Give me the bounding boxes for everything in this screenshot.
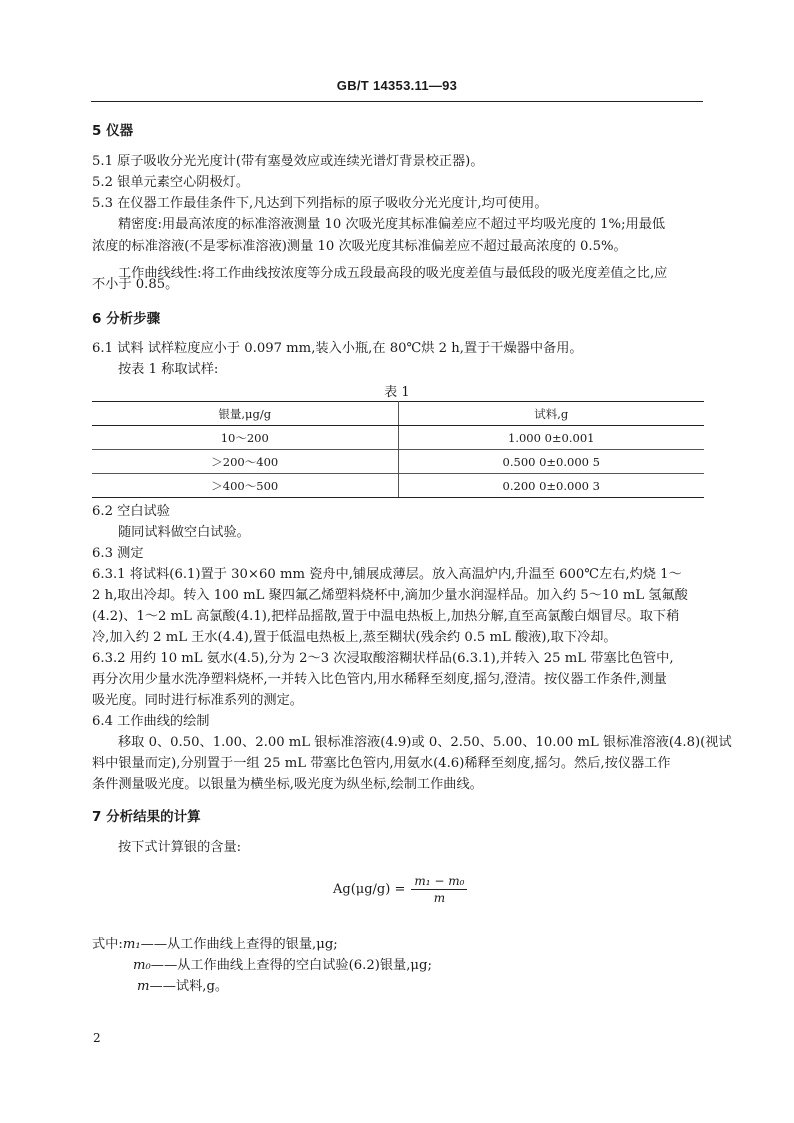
item-5-3: 5.3 在仪器工作最佳条件下,凡达到下列指标的原子吸收分光光度计,均可使用。 (92, 196, 548, 211)
formula-lhs: Ag(μg/g) = (333, 882, 406, 897)
def-symbol: m₁ (122, 937, 141, 952)
table-cell: 10～200 (92, 426, 398, 450)
formula-numerator: m₁ − m₀ (411, 874, 467, 890)
table-header-silver: 银量,μg/g (92, 402, 398, 426)
section-5-heading: 5 仪器 (92, 123, 134, 139)
table-row (92, 474, 704, 498)
table-cell: 0.500 0±0.000 5 (398, 450, 704, 474)
table-cell: 1.000 0±0.001 (398, 426, 704, 450)
table-row (92, 450, 704, 474)
formula-intro: 按下式计算银的含量: (118, 840, 242, 855)
formula-fraction (411, 874, 467, 905)
where-label: 式中: (92, 937, 123, 952)
page-number: 2 (93, 1031, 101, 1045)
item-6-1-note: 按表 1 称取试样: (118, 362, 219, 377)
item-6-2: 6.2 空白试验 (92, 504, 170, 519)
item-6-3-2-line-3: 吸光度。同时进行标准系列的测定。 (92, 693, 303, 708)
def-text: ——从工作曲线上查得的空白试验(6.2)银量,μg; (150, 958, 432, 973)
table-cell: 0.200 0±0.000 3 (398, 474, 704, 498)
formula-denominator: m (433, 891, 446, 905)
where-definitions (92, 936, 338, 954)
item-6-2-text: 随同试料做空白试验。 (118, 525, 250, 540)
table-cell: ＞200～400 (92, 450, 398, 474)
header-rule (91, 101, 703, 102)
standard-number-header: GB/T 14353.11—93 (336, 78, 458, 93)
table-row (92, 426, 704, 450)
def-symbol: m₀ (133, 958, 151, 973)
def-symbol: m (137, 979, 150, 994)
precision-line-2: 浓度的标准溶液(不是零标准溶液)测量 10 次吸光度其标准偏差应不超过最高浓度的 0.5%。 (92, 239, 627, 254)
definition-line (137, 978, 228, 996)
table-header-sample: 试料,g (398, 402, 704, 426)
silver-content-formula (333, 874, 467, 905)
def-text: ——试料,g。 (149, 979, 229, 994)
item-6-3: 6.3 测定 (92, 546, 144, 561)
linearity-line-2: 不小于 0.85。 (92, 277, 179, 292)
item-6-4: 6.4 工作曲线的绘制 (92, 714, 210, 729)
precision-line-1: 精密度:用最高浓度的标准溶液测量 10 次吸光度其标准偏差应不超过平均吸光度的 1%;用最低 (118, 217, 666, 232)
definition-line (133, 957, 432, 975)
item-6-3-2-line-1: 6.3.2 用约 10 mL 氨水(4.5),分为 2～3 次浸取酸溶糊状样品(6.3.1),并转入 25 mL 带塞比色管中, (92, 651, 674, 666)
item-6-3-1-line-2: 2 h,取出冷却。转入 100 mL 聚四氟乙烯塑料烧杯中,滴加少量水润湿样品。加入约 5～10 mL 氢氟酸 (92, 588, 688, 603)
item-6-1: 6.1 试料 试样粒度应小于 0.097 mm,装入小瓶,在 80℃烘 2 h,置于干燥器中备用。 (92, 341, 583, 356)
linearity-line-1: 工作曲线线性:将工作曲线按浓度等分成五段最高段的吸光度差值与最低段的吸光度差值之比,应 (118, 266, 668, 281)
section-6-heading: 6 分析步骤 (92, 311, 161, 327)
item-5-2: 5.2 银单元素空心阴极灯。 (92, 175, 250, 190)
item-6-4-line-3: 条件测量吸光度。以银量为横坐标,吸光度为纵坐标,绘制工作曲线。 (92, 777, 483, 792)
sample-weight-table (92, 401, 704, 498)
item-5-1: 5.1 原子吸收分光光度计(带有塞曼效应或连续光谱灯背景校正器)。 (92, 154, 484, 169)
table-cell: ＞400～500 (92, 474, 398, 498)
item-6-3-2-line-2: 再分次用少量水洗净塑料烧杯,一并转入比色管内,用水稀释至刻度,摇匀,澄清。按仪器工作条件,测量 (92, 672, 667, 687)
section-7-heading: 7 分析结果的计算 (92, 809, 201, 825)
def-text: ——从工作曲线上查得的银量,μg; (140, 937, 338, 952)
item-6-3-1-line-4: 冷,加入约 2 mL 王水(4.4),置于低温电热板上,蒸至糊状(残余约 0.5 mL 酸液),取下冷却。 (92, 630, 617, 645)
item-6-3-1-line-1: 6.3.1 将试料(6.1)置于 30×60 mm 瓷舟中,铺展成薄层。放入高温炉内,升温至 600℃左右,灼烧 1～ (92, 567, 682, 582)
table-caption: 表 1 (384, 385, 410, 400)
item-6-3-1-line-3: (4.2)、1～2 mL 高氯酸(4.1),把样品摇散,置于中温电热板上,加热分解,直至高氯酸白烟冒尽。取下稍 (92, 609, 680, 624)
item-6-4-line-2: 料中银量而定),分别置于一组 25 mL 带塞比色管内,用氨水(4.6)稀释至刻度,摇匀。然后,按仪器工作 (92, 756, 671, 771)
item-6-4-line-1: 移取 0、0.50、1.00、2.00 mL 银标准溶液(4.9)或 0、2.50、5.00、10.00 mL 银标准溶液(4.8)(视试 (118, 735, 732, 750)
